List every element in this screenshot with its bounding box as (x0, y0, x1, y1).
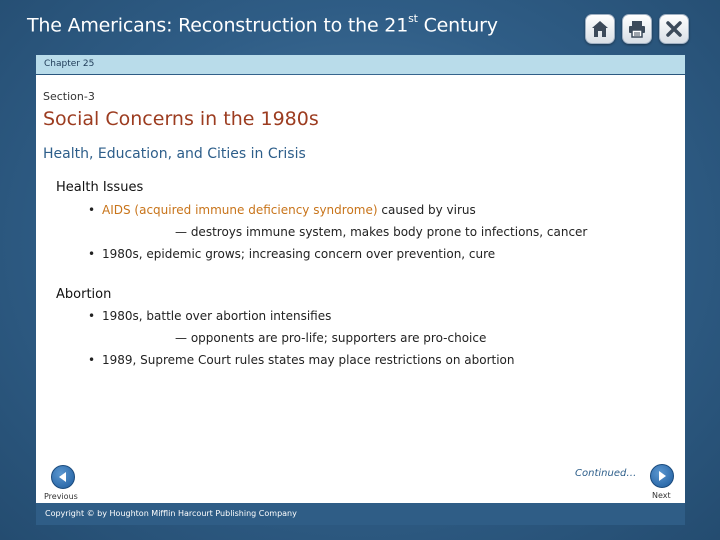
close-icon (664, 19, 684, 39)
previous-button[interactable] (51, 465, 75, 489)
highlight-term: AIDS (acquired immune deficiency syndrome) (102, 203, 378, 217)
bullet-text: 1989, Supreme Court rules states may place restrictions on abortion (102, 353, 515, 367)
list-item (88, 203, 476, 217)
home-button[interactable] (585, 14, 615, 44)
title-text-end: Century (417, 14, 498, 37)
next-label[interactable]: Next (652, 491, 671, 500)
topic-heading-health: Health Issues (56, 180, 144, 195)
sub-item: — destroys immune system, makes body prone to infections, cancer (175, 225, 588, 239)
continued-label: Continued… (575, 468, 637, 479)
title-text: The Americans: Reconstruction to the 21 (27, 14, 409, 37)
slide-title: Social Concerns in the 1980s (43, 108, 319, 130)
copyright-footer: Copyright © by Houghton Mifflin Harcourt Publishing Company (36, 503, 685, 525)
title-superscript: st (408, 12, 418, 25)
bullet-text: caused by virus (377, 203, 476, 217)
window-title (27, 14, 498, 36)
chapter-bar: Chapter 25 (36, 55, 685, 74)
home-icon (590, 19, 610, 39)
bullet-dot: • (88, 309, 96, 323)
arrow-right-icon (656, 470, 668, 482)
bullet-text: 1980s, battle over abortion intensifies (102, 309, 332, 323)
next-button[interactable] (650, 464, 674, 488)
bullet-dot: • (88, 203, 96, 217)
print-button[interactable] (622, 14, 652, 44)
arrow-left-icon (57, 471, 69, 483)
bullet-text: 1980s, epidemic grows; increasing concern over prevention, cure (102, 247, 496, 261)
bullet-dot: • (88, 353, 96, 367)
section-label: Section-3 (43, 90, 95, 103)
previous-label[interactable]: Previous (44, 492, 78, 501)
topic-heading-abortion: Abortion (56, 287, 112, 302)
content-panel (36, 75, 685, 503)
slide-subtitle: Health, Education, and Cities in Crisis (43, 146, 306, 162)
close-button[interactable] (659, 14, 689, 44)
bullet-dot: • (88, 247, 96, 261)
print-icon (627, 19, 647, 39)
list-item (88, 247, 495, 261)
sub-item: — opponents are pro-life; supporters are pro-choice (175, 331, 487, 345)
list-item (88, 353, 515, 367)
list-item (88, 309, 331, 323)
